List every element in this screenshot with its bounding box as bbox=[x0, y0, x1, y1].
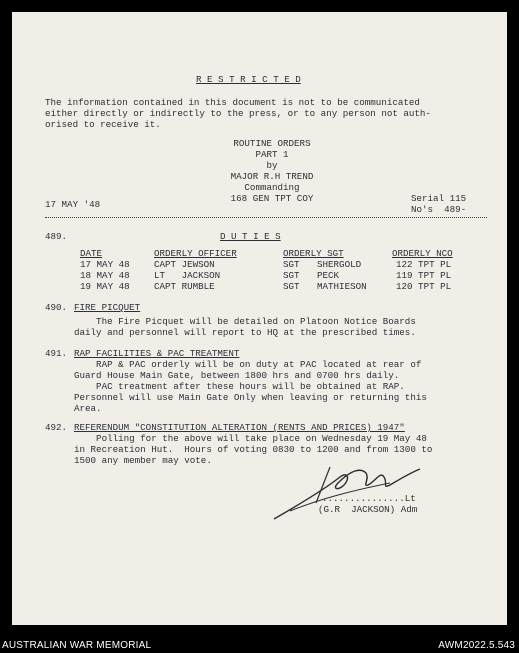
notice-line-3: orised to receive it. bbox=[45, 119, 161, 130]
footer-source: AUSTRALIAN WAR MEMORIAL bbox=[2, 640, 152, 651]
notice-line-1: The information contained in this document is not to be communicated bbox=[45, 97, 420, 108]
title-commanding: Commanding bbox=[244, 182, 300, 193]
fire-heading: FIRE PICQUET bbox=[74, 302, 141, 313]
rap-line-4: Personnel will use Main Gate Only when leaving or returning this bbox=[74, 392, 427, 403]
title-part: PART 1 bbox=[255, 149, 289, 160]
dotted-divider bbox=[45, 217, 487, 219]
serial-number: Serial 115 bbox=[411, 193, 467, 204]
row-nco: 122 TPT PL bbox=[396, 259, 452, 270]
row-officer: CAPT JEWSON bbox=[154, 259, 215, 270]
title-by: by bbox=[266, 160, 278, 171]
row-sgt-rank: SGT bbox=[283, 281, 300, 292]
row-sgt-rank: SGT bbox=[283, 270, 300, 281]
rap-heading: RAP FACILITIES & PAC TREATMENT bbox=[74, 348, 240, 359]
row-sgt-name: SHERGOLD bbox=[317, 259, 362, 270]
order-nos: No's 489- bbox=[411, 204, 467, 215]
col-nco-header: ORDERLY NCO bbox=[392, 248, 453, 259]
row-officer: LT JACKSON bbox=[154, 270, 221, 281]
referendum-number: 492. bbox=[45, 422, 68, 433]
restricted-heading: R E S T R I C T E D bbox=[196, 74, 301, 85]
footer-accession-number: AWM2022.5.543 bbox=[438, 640, 515, 651]
order-date: 17 MAY '48 bbox=[45, 199, 101, 210]
title-unit: 168 GEN TPT COY bbox=[230, 193, 314, 204]
rap-line-2: Guard House Main Gate, between 1800 hrs and 0700 hrs daily. bbox=[74, 370, 400, 381]
referendum-line-2: in Recreation Hut. Hours of voting 0830 to 1200 and from 1300 to bbox=[74, 444, 433, 455]
signatory-name: (G.R JACKSON) Adm bbox=[318, 504, 418, 515]
row-date: 17 MAY 48 bbox=[80, 259, 130, 270]
row-sgt-name: PECK bbox=[317, 270, 340, 281]
fire-line-2: daily and personnel will report to HQ at the prescribed times. bbox=[74, 327, 416, 338]
col-date-header: DATE bbox=[80, 248, 103, 259]
notice-line-2: either directly or indirectly to the press, or to any person not auth- bbox=[45, 108, 431, 119]
col-sgt-header: ORDERLY SGT bbox=[283, 248, 344, 259]
duties-number: 489. bbox=[45, 231, 68, 242]
rap-line-1: RAP & PAC orderly will be on duty at PAC located at rear of bbox=[74, 359, 422, 370]
signature-line: ...............Lt bbox=[322, 493, 416, 504]
duties-heading: D U T I E S bbox=[220, 231, 281, 242]
row-nco: 119 TPT PL bbox=[396, 270, 452, 281]
row-date: 18 MAY 48 bbox=[80, 270, 130, 281]
title-routine-orders: ROUTINE ORDERS bbox=[233, 138, 311, 149]
fire-number: 490. bbox=[45, 302, 68, 313]
referendum-line-3: 1500 any member may vote. bbox=[74, 455, 212, 466]
col-officer-header: ORDERLY OFFICER bbox=[154, 248, 237, 259]
fire-line-1: The Fire Picquet will be detailed on Platoon Notice Boards bbox=[74, 316, 416, 327]
document-page bbox=[12, 12, 507, 625]
rap-number: 491. bbox=[45, 348, 68, 359]
row-sgt-rank: SGT bbox=[283, 259, 300, 270]
title-major: MAJOR R.H TREND bbox=[230, 171, 314, 182]
referendum-heading: REFERENDUM "CONSTITUTION ALTERATION (RENTS AND PRICES) 1947" bbox=[74, 422, 405, 433]
rap-line-3: PAC treatment after these hours will be obtained at RAP. bbox=[74, 381, 405, 392]
referendum-line-1: Polling for the above will take place on Wednesday 19 May 48 bbox=[74, 433, 427, 444]
row-officer: CAPT RUMBLE bbox=[154, 281, 215, 292]
rap-line-5: Area. bbox=[74, 403, 102, 414]
row-nco: 120 TPT PL bbox=[396, 281, 452, 292]
row-date: 19 MAY 48 bbox=[80, 281, 130, 292]
row-sgt-name: MATHIESON bbox=[317, 281, 367, 292]
